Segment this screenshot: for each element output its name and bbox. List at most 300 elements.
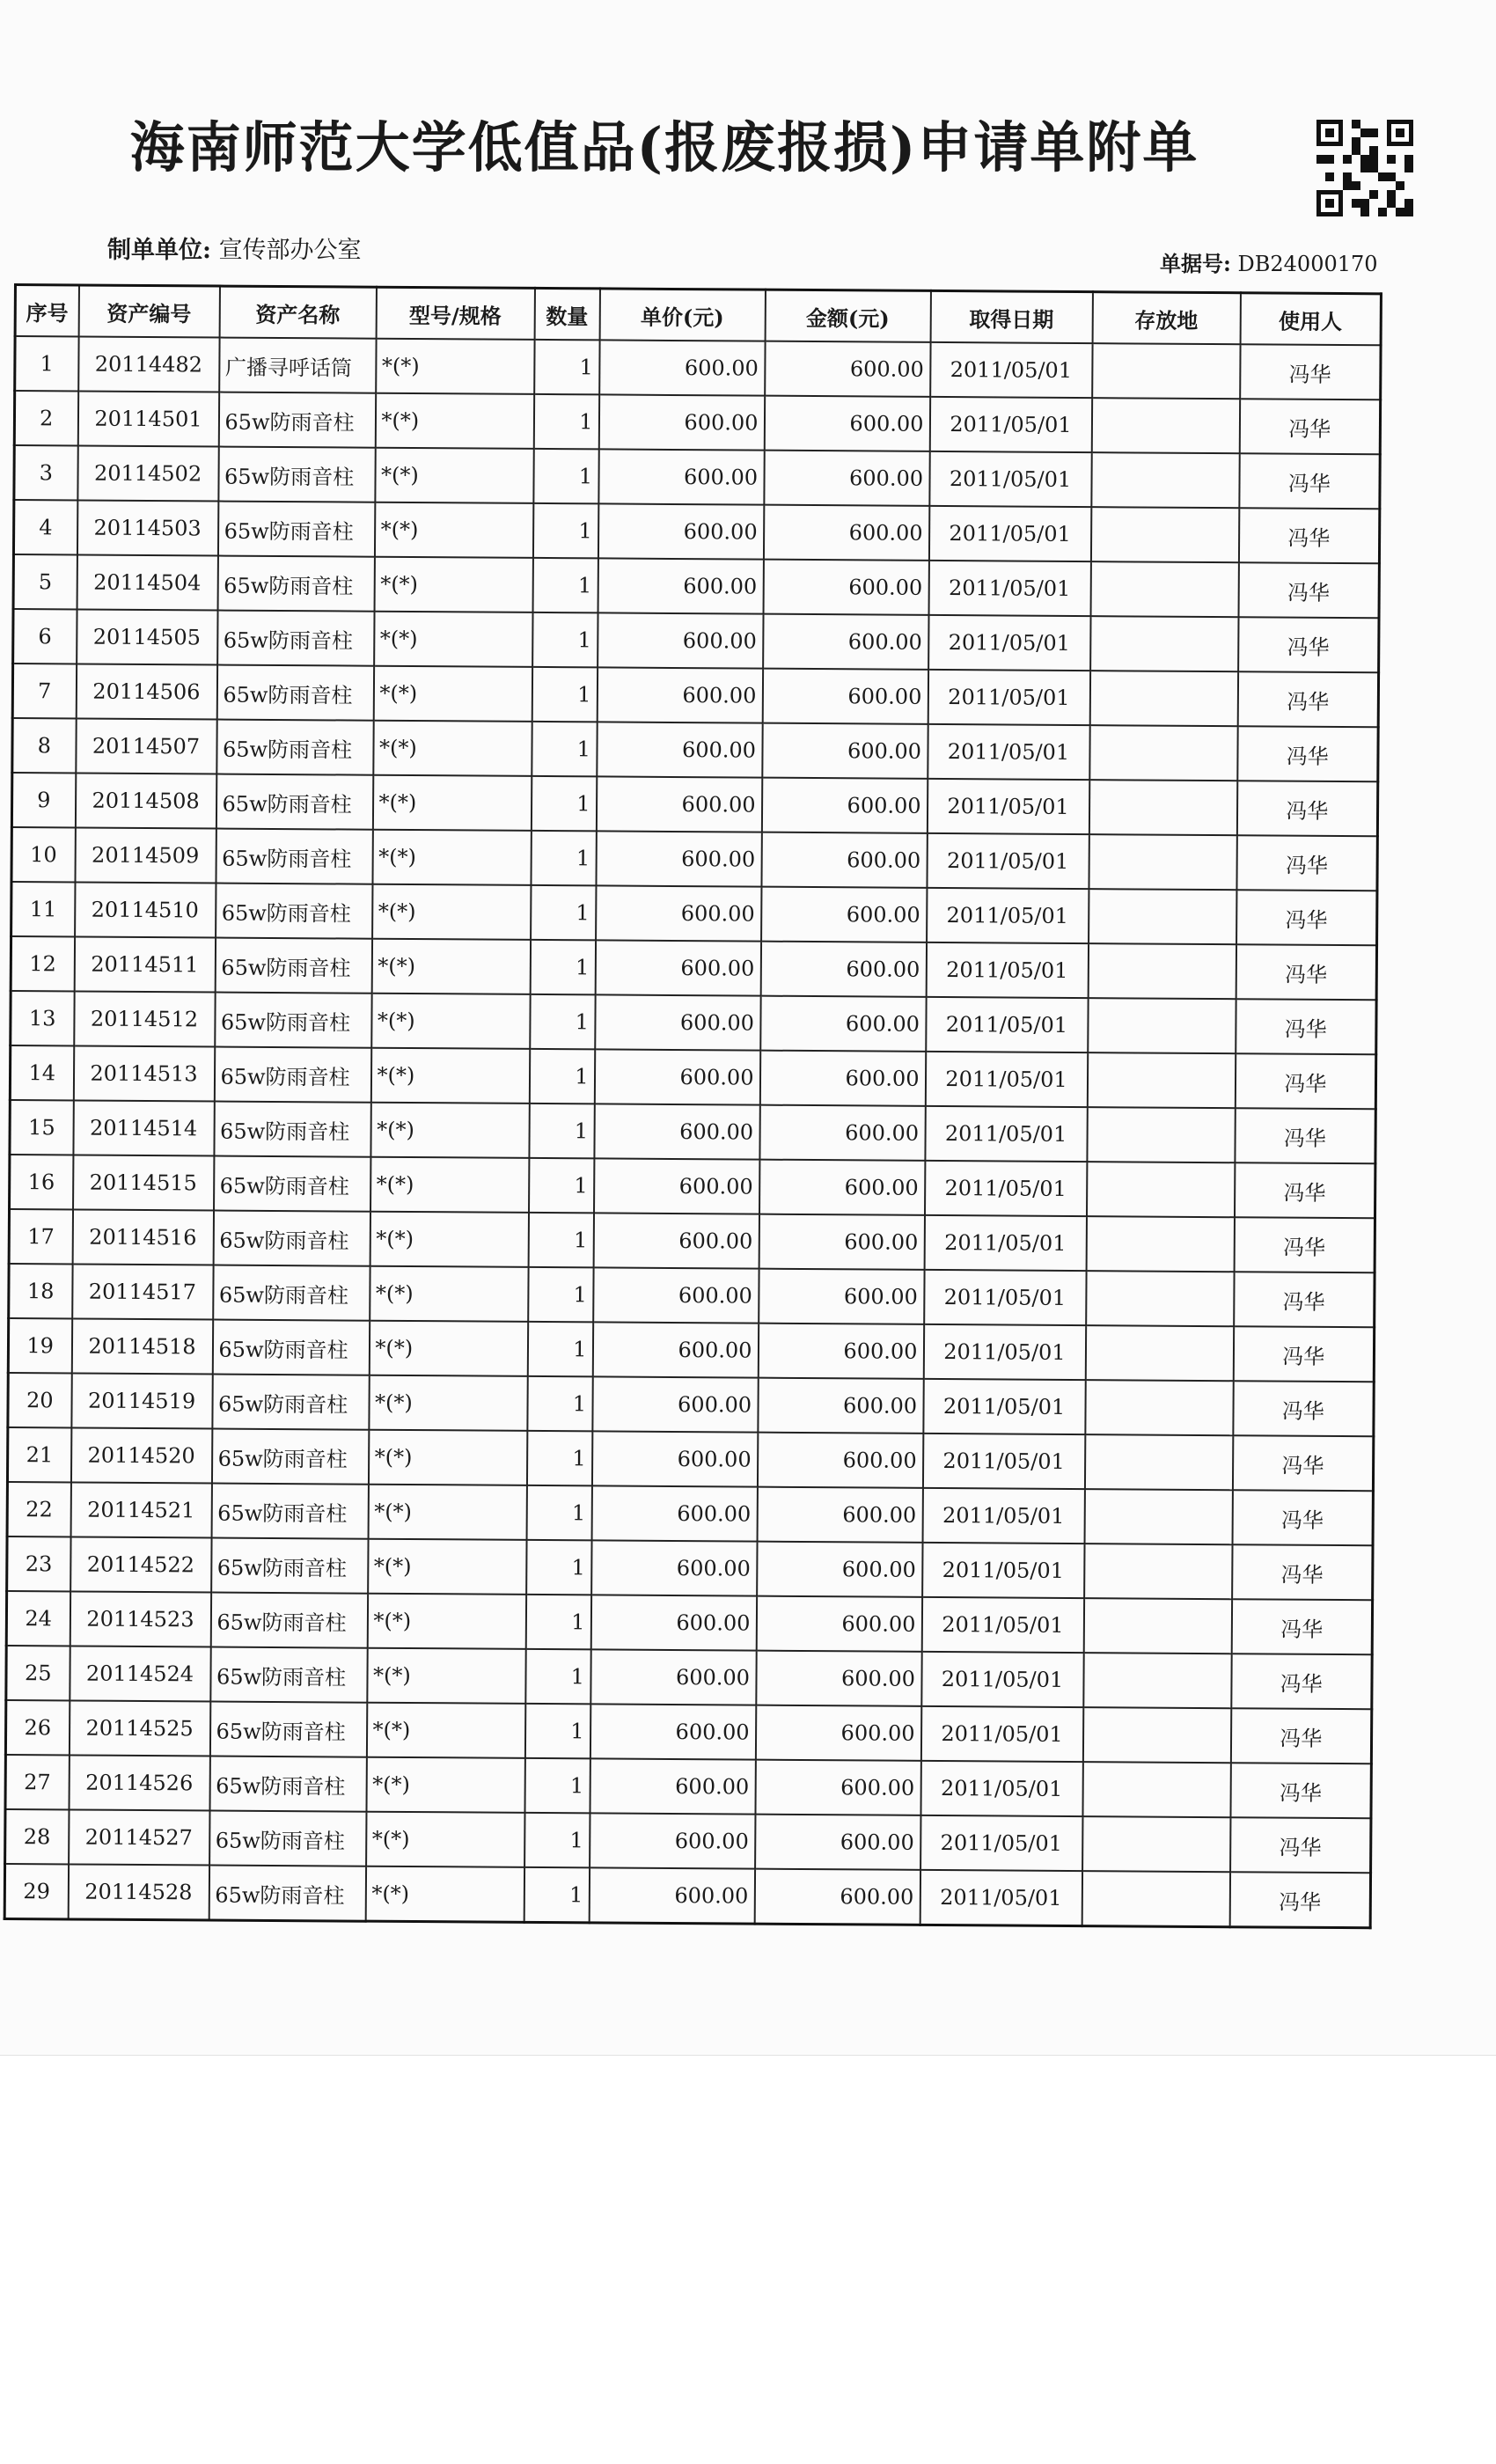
cell-location [1089,671,1237,726]
cell-unit-price: 600.00 [594,1049,759,1104]
column-header: 单价(元) [599,289,765,341]
cell-acquired-date: 2011/05/01 [921,1597,1083,1653]
cell-quantity: 1 [528,1267,593,1322]
cell-amount: 600.00 [756,1651,921,1706]
table-row [7,1482,1373,1545]
cell-user: 冯华 [1236,944,1376,1000]
cell-unit-price: 600.00 [592,1376,758,1432]
cell-asset-name: 65w防雨音柱 [217,556,374,612]
cell-user: 冯华 [1238,617,1379,672]
cell-quantity: 1 [526,1485,591,1540]
cell-seq: 14 [10,1045,73,1100]
cell-unit-price: 600.00 [590,1813,755,1868]
cell-asset-name: 65w防雨音柱 [217,611,374,666]
cell-quantity: 1 [525,1595,590,1649]
cell-quantity: 1 [532,612,598,667]
cell-model: *(*) [376,339,534,394]
cell-model: *(*) [374,502,532,558]
cell-acquired-date: 2011/05/01 [928,615,1090,671]
table-row [13,554,1379,618]
cell-seq: 18 [9,1264,72,1318]
cell-location [1084,1544,1232,1599]
cell-model: *(*) [372,830,531,885]
cell-asset-code: 20114505 [77,609,217,664]
cell-location [1088,998,1236,1053]
table-row [13,609,1379,672]
cell-unit-price: 600.00 [589,1867,754,1924]
cell-user: 冯华 [1230,1708,1371,1764]
cell-location [1092,343,1240,399]
cell-model: *(*) [371,939,530,994]
cell-user: 冯华 [1237,671,1378,727]
cell-asset-code: 20114518 [71,1318,212,1374]
cell-model: *(*) [366,1812,524,1867]
cell-amount: 600.00 [763,614,928,670]
issuing-unit-value: 宣传部办公室 [218,237,362,264]
table-row [8,1373,1374,1436]
cell-seq: 2 [14,391,77,445]
cell-model: *(*) [368,1485,526,1540]
cell-amount: 600.00 [757,1433,922,1488]
cell-acquired-date: 2011/05/01 [924,1215,1086,1271]
cell-unit-price: 600.00 [593,1267,759,1323]
cell-asset-name: 65w防雨音柱 [213,1211,370,1266]
cell-user: 冯华 [1239,399,1380,454]
cell-amount: 600.00 [758,1324,923,1379]
table-row [12,718,1378,781]
cell-unit-price: 600.00 [594,1158,759,1214]
table-row [11,991,1376,1054]
table-row [8,1318,1374,1382]
cell-asset-code: 20114523 [70,1591,210,1646]
document-number-label: 单据号: [1160,251,1231,276]
cell-quantity: 1 [533,394,598,449]
table-row [5,1809,1371,1873]
cell-location [1082,1762,1230,1817]
cell-asset-code: 20114501 [77,391,218,446]
cell-location [1086,1271,1234,1326]
cell-model: *(*) [366,1757,524,1813]
cell-user: 冯华 [1234,1272,1375,1327]
cell-location [1090,561,1238,617]
cell-location [1089,725,1237,781]
cell-amount: 600.00 [763,560,928,615]
cell-model: *(*) [367,1594,525,1649]
cell-unit-price: 600.00 [590,1595,756,1650]
cell-user: 冯华 [1238,508,1379,563]
cell-user: 冯华 [1237,726,1378,781]
cell-asset-name: 65w防雨音柱 [214,1047,370,1103]
cell-location [1089,889,1236,944]
cell-user: 冯华 [1231,1599,1372,1654]
cell-acquired-date: 2011/05/01 [927,888,1089,943]
table-row [9,1209,1375,1272]
cell-seq: 27 [5,1755,69,1809]
cell-model: *(*) [374,557,532,612]
cell-unit-price: 600.00 [590,1758,755,1814]
cell-location [1090,507,1238,562]
cell-asset-code: 20114528 [68,1864,209,1920]
cell-acquired-date: 2011/05/01 [928,670,1089,725]
table-row [10,1100,1375,1163]
cell-acquired-date: 2011/05/01 [922,1434,1084,1489]
cell-asset-code: 20114504 [77,554,217,610]
cell-model: *(*) [368,1430,526,1485]
cell-amount: 600.00 [759,1105,925,1161]
cell-seq: 8 [12,718,76,773]
cell-quantity: 1 [532,722,597,776]
cell-acquired-date: 2011/05/01 [928,561,1090,616]
cell-asset-name: 广播寻呼话筒 [219,338,376,393]
cell-user: 冯华 [1238,562,1379,618]
cell-quantity: 1 [529,1158,594,1213]
cell-user: 冯华 [1233,1326,1374,1382]
cell-asset-code: 20114515 [73,1155,214,1210]
cell-model: *(*) [369,1375,527,1431]
document-title: 海南师范大学低值品(报废报损)申请单附单 [129,115,1199,180]
cell-asset-name: 65w防雨音柱 [218,447,375,502]
cell-quantity: 1 [527,1376,592,1431]
table-row [6,1646,1372,1709]
cell-quantity: 1 [530,940,595,994]
cell-acquired-date: 2011/05/01 [929,397,1091,452]
cell-asset-code: 20114525 [69,1700,209,1756]
cell-asset-code: 20114502 [77,445,218,501]
document-number [1160,246,1378,277]
table-row [14,391,1380,454]
cell-user: 冯华 [1234,1217,1375,1272]
cell-asset-name: 65w防雨音柱 [214,1156,370,1212]
table-row [11,882,1377,945]
cell-acquired-date: 2011/05/01 [923,1379,1085,1434]
cell-unit-price: 600.00 [597,667,762,722]
cell-user: 冯华 [1230,1763,1371,1818]
table-row [12,664,1378,727]
cell-seq: 28 [5,1809,69,1864]
cell-asset-code: 20114527 [69,1809,209,1865]
table-row [11,773,1377,836]
cell-unit-price: 600.00 [593,1213,759,1268]
cell-amount: 600.00 [765,341,930,397]
table-row [7,1536,1373,1600]
cell-asset-code: 20114526 [69,1755,209,1810]
table-row [14,445,1380,509]
cell-amount: 600.00 [763,505,928,561]
cell-asset-code: 20114514 [73,1100,214,1155]
cell-model: *(*) [372,884,531,940]
cell-seq: 20 [8,1373,71,1427]
cell-model: *(*) [366,1703,524,1758]
cell-amount: 600.00 [762,669,928,724]
table-body [4,336,1381,1928]
cell-unit-price: 600.00 [590,1704,755,1759]
cell-quantity: 1 [531,831,596,885]
cell-amount: 600.00 [756,1596,921,1652]
cell-asset-code: 20114516 [72,1209,213,1265]
cell-asset-code: 20114482 [78,336,219,392]
cell-asset-name: 65w防雨音柱 [209,1702,366,1757]
cell-seq: 21 [7,1427,70,1482]
cell-asset-name: 65w防雨音柱 [209,1866,365,1922]
cell-location [1082,1816,1230,1872]
cell-unit-price: 600.00 [591,1431,757,1486]
cell-amount: 600.00 [758,1378,923,1434]
column-header: 使用人 [1240,293,1381,346]
cell-quantity: 1 [531,885,596,940]
cell-quantity: 1 [526,1431,591,1485]
cell-seq: 13 [11,991,74,1045]
cell-acquired-date: 2011/05/01 [929,451,1091,507]
cell-quantity: 1 [526,1540,591,1595]
cell-asset-name: 65w防雨音柱 [210,1647,367,1703]
cell-seq: 29 [4,1864,68,1919]
cell-model: *(*) [370,1212,528,1267]
cell-location [1088,943,1236,999]
cell-acquired-date: 2011/05/01 [920,1761,1082,1816]
cell-asset-code: 20114512 [74,991,215,1046]
cell-asset-code: 20114507 [76,718,216,774]
cell-unit-price: 600.00 [592,1322,758,1377]
cell-user: 冯华 [1232,1544,1373,1600]
cell-location [1085,1325,1233,1381]
cell-amount: 600.00 [755,1760,920,1815]
cell-quantity: 1 [524,1813,590,1867]
cell-user: 冯华 [1232,1490,1373,1545]
issuing-unit-label: 制单单位: [107,237,211,264]
cell-quantity: 1 [530,994,595,1049]
table-row [10,1045,1375,1109]
qr-code-icon [1316,120,1413,216]
document-number-value: DB24000170 [1237,252,1378,276]
cell-location [1085,1380,1233,1435]
cell-seq: 7 [12,664,76,718]
table-row [5,1755,1371,1818]
cell-location [1087,1052,1235,1108]
cell-acquired-date: 2011/05/01 [920,1815,1082,1871]
cell-seq: 16 [10,1155,73,1209]
cell-amount: 600.00 [757,1487,922,1543]
cell-asset-name: 65w防雨音柱 [210,1593,367,1648]
cell-asset-code: 20114508 [75,773,216,828]
cell-seq: 10 [11,827,75,882]
cell-seq: 5 [13,554,77,609]
cell-seq: 23 [7,1536,70,1591]
table-row [9,1264,1375,1327]
cell-acquired-date: 2011/05/01 [921,1652,1083,1707]
table-row [7,1427,1373,1491]
cell-unit-price: 600.00 [596,885,761,941]
cell-seq: 15 [10,1100,73,1155]
cell-asset-code: 20114506 [76,664,216,719]
cell-location [1082,1707,1230,1763]
cell-amount: 600.00 [757,1542,922,1597]
cell-location [1086,1162,1234,1217]
cell-amount: 600.00 [761,778,927,833]
cell-acquired-date: 2011/05/01 [924,1270,1086,1325]
cell-model: *(*) [374,612,532,667]
cell-acquired-date: 2011/05/01 [920,1870,1082,1926]
cell-acquired-date: 2011/05/01 [928,506,1090,561]
cell-asset-name: 65w防雨音柱 [211,1484,368,1539]
cell-asset-name: 65w防雨音柱 [218,392,375,448]
cell-model: *(*) [375,393,533,449]
cell-unit-price: 600.00 [598,449,764,504]
cell-asset-code: 20114503 [77,500,217,555]
table-row [11,936,1376,1000]
cell-seq: 19 [8,1318,71,1373]
cell-seq: 6 [13,609,77,664]
cell-quantity: 1 [525,1649,590,1704]
cell-model: *(*) [373,721,532,776]
cell-seq: 24 [6,1591,70,1646]
cell-acquired-date: 2011/05/01 [920,1706,1082,1762]
column-header: 资产编号 [78,285,219,338]
cell-user: 冯华 [1234,1162,1375,1218]
table-row [13,500,1379,563]
cell-user: 冯华 [1236,890,1377,945]
cell-location [1091,398,1239,453]
cell-quantity: 1 [531,776,596,831]
cell-quantity: 1 [534,340,599,394]
cell-user: 冯华 [1233,1381,1374,1436]
cell-location [1090,616,1238,671]
table-row [11,827,1377,891]
cell-user: 冯华 [1236,781,1377,836]
cell-user: 冯华 [1235,1108,1375,1163]
cell-unit-price: 600.00 [595,940,760,995]
cell-unit-price: 600.00 [598,558,763,613]
cell-user: 冯华 [1229,1872,1370,1928]
cell-asset-code: 20114519 [71,1373,212,1428]
cell-acquired-date: 2011/05/01 [925,1161,1087,1216]
cell-amount: 600.00 [760,996,926,1052]
column-header: 资产名称 [219,286,376,339]
cell-seq: 12 [11,936,74,991]
table-row [15,336,1381,400]
cell-asset-code: 20114520 [70,1427,211,1483]
cell-asset-name: 65w防雨音柱 [216,774,372,830]
cell-unit-price: 600.00 [599,340,765,395]
cell-asset-code: 20114513 [73,1045,214,1101]
cell-user: 冯华 [1232,1435,1373,1491]
cell-asset-code: 20114517 [72,1264,213,1319]
cell-acquired-date: 2011/05/01 [927,779,1089,834]
cell-acquired-date: 2011/05/01 [928,724,1089,780]
table-header-row [15,285,1381,346]
cell-seq: 1 [15,336,78,391]
cell-asset-code: 20114524 [70,1646,210,1701]
cell-model: *(*) [367,1648,525,1704]
cell-unit-price: 600.00 [595,994,760,1050]
cell-unit-price: 600.00 [598,612,763,668]
cell-quantity: 1 [529,1104,594,1158]
cell-model: *(*) [375,448,533,503]
cell-user: 冯华 [1240,344,1381,400]
cell-amount: 600.00 [759,1214,924,1270]
cell-model: *(*) [365,1866,524,1923]
cell-acquired-date: 2011/05/01 [926,997,1088,1052]
cell-asset-name: 65w防雨音柱 [211,1538,368,1594]
table-row [5,1700,1371,1764]
cell-asset-code: 20114511 [74,936,215,992]
cell-quantity: 1 [527,1322,592,1376]
column-header: 序号 [15,285,78,337]
cell-unit-price: 600.00 [596,831,761,886]
cell-acquired-date: 2011/05/01 [922,1488,1084,1544]
cell-amount: 600.00 [755,1815,920,1870]
cell-asset-code: 20114510 [75,882,216,937]
cell-model: *(*) [373,666,532,722]
cell-asset-name: 65w防雨音柱 [216,720,373,775]
cell-quantity: 1 [532,503,598,558]
cell-asset-name: 65w防雨音柱 [216,665,373,721]
cell-amount: 600.00 [754,1869,920,1925]
cell-amount: 600.00 [755,1705,920,1761]
cell-seq: 3 [14,445,77,500]
cell-location [1087,1107,1235,1162]
cell-acquired-date: 2011/05/01 [927,833,1089,889]
issuing-unit [107,231,362,265]
cell-acquired-date: 2011/05/01 [926,942,1088,998]
cell-unit-price: 600.00 [598,394,764,450]
cell-amount: 600.00 [759,1051,925,1106]
cell-quantity: 1 [524,1867,589,1923]
cell-user: 冯华 [1239,453,1380,509]
cell-seq: 11 [11,882,75,936]
cell-location [1089,780,1236,835]
cell-model: *(*) [370,1157,529,1213]
cell-seq: 26 [5,1700,69,1755]
cell-amount: 600.00 [761,832,927,888]
cell-model: *(*) [370,1103,529,1158]
cell-amount: 600.00 [760,942,926,997]
cell-user: 冯华 [1231,1654,1372,1709]
cell-model: *(*) [369,1321,527,1376]
column-header: 金额(元) [765,290,930,342]
cell-acquired-date: 2011/05/01 [930,342,1092,398]
column-header: 数量 [534,288,599,340]
cell-location [1084,1434,1232,1490]
cell-unit-price: 600.00 [591,1540,757,1595]
cell-quantity: 1 [524,1758,590,1813]
cell-seq: 4 [13,500,77,554]
cell-unit-price: 600.00 [594,1104,759,1159]
table-row [10,1155,1375,1218]
cell-asset-name: 65w防雨音柱 [209,1756,366,1812]
cell-amount: 600.00 [764,396,929,451]
cell-location [1089,834,1236,890]
cell-quantity: 1 [532,667,597,722]
cell-acquired-date: 2011/05/01 [925,1052,1087,1107]
cell-amount: 600.00 [764,451,929,506]
cell-unit-price: 600.00 [596,776,761,832]
cell-location [1086,1216,1234,1272]
cell-user: 冯华 [1236,999,1376,1054]
cell-acquired-date: 2011/05/01 [923,1324,1085,1380]
cell-user: 冯华 [1235,1053,1375,1109]
cell-amount: 600.00 [759,1269,924,1324]
cell-model: *(*) [370,1048,529,1104]
column-header: 存放地 [1092,292,1240,345]
cell-quantity: 1 [533,449,598,503]
cell-amount: 600.00 [761,887,927,942]
asset-table [4,283,1382,1929]
cell-asset-name: 65w防雨音柱 [216,829,372,884]
table-row [6,1591,1372,1654]
cell-location [1083,1653,1231,1708]
cell-user: 冯华 [1236,835,1377,891]
cell-amount: 600.00 [759,1160,925,1215]
